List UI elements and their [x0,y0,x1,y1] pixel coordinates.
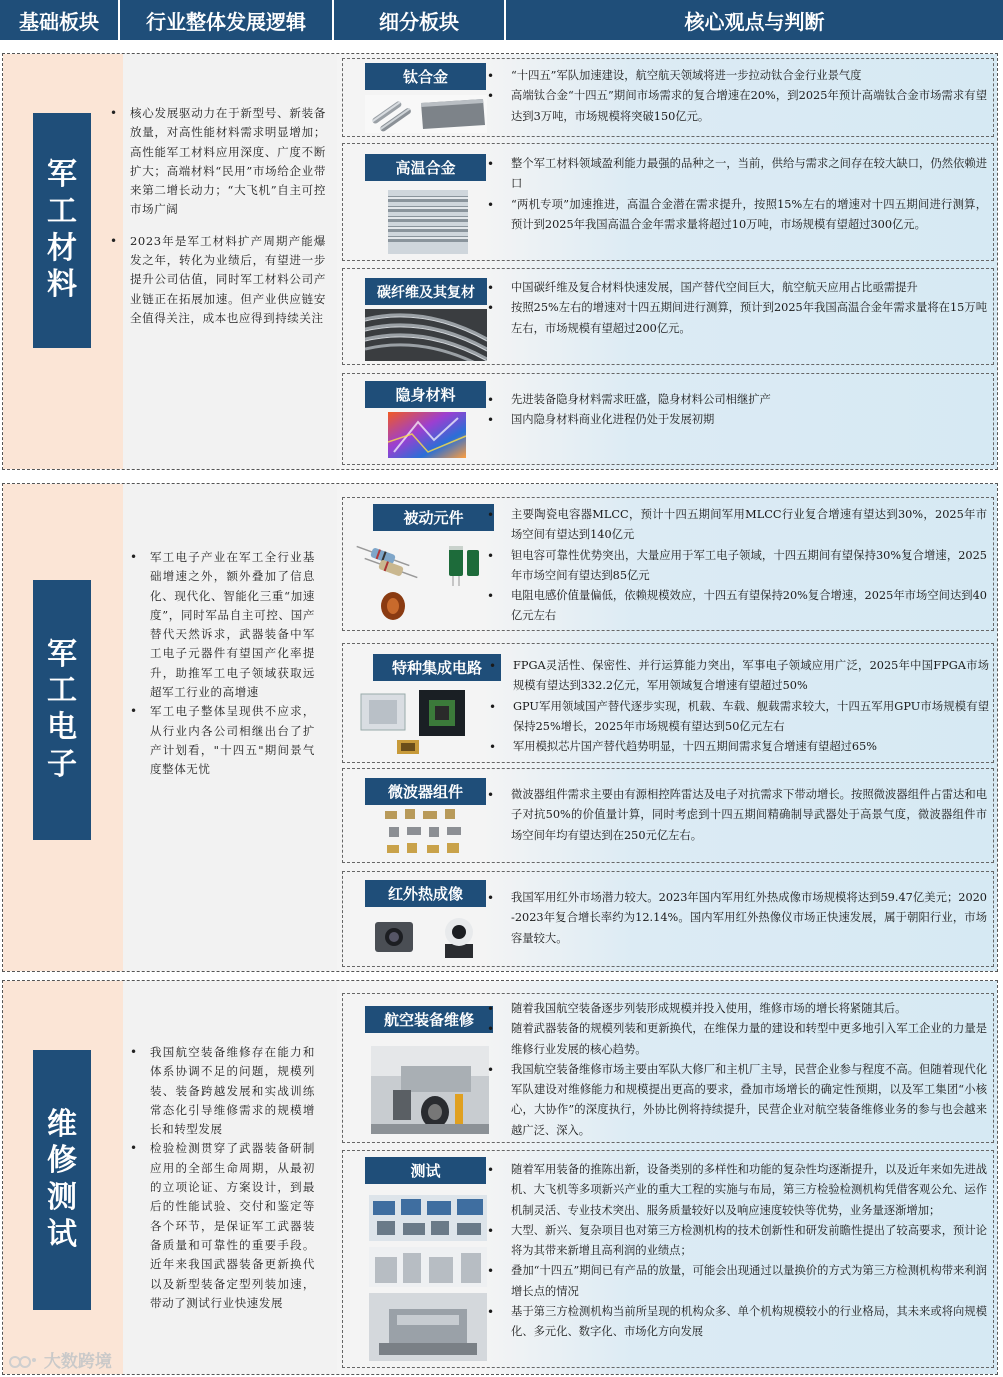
points-superalloy [511,154,987,235]
stealth-material-image [388,412,466,458]
logic-item: • 检验检测贯穿了武器装备研制应用的全部生命周期，从最初的立项论证、方案设计，到最后的性能试验、交付和鉴定等各个环节，是保证军工武器装备质量和可靠性的重要手段。近年来我国武器装备更新换代以及新型装备定型列装加速，带动了测试行业快速发展 [150,1139,315,1313]
header-industry-logic: 行业整体发展逻辑 [120,0,334,40]
points-titanium [511,66,987,127]
logic-list-maintenance [150,1043,315,1313]
logic-list-materials [130,104,326,340]
testing-lab-image [369,1195,487,1361]
subsector-tag: 红外热成像 [365,880,486,907]
point-item: • 微波器组件需求主要由有源相控阵雷达及电子对抗需求下带动增长。按照微波器组件占雷达和电子对抗50%的价值量计算，同时考虑到十四五期间精确制导武器处于高景气度，微波器组件市场空间年均有望达到在250元亿左右。 [511,785,987,846]
logic-item: • 2023年是军工材料扩产周期产能爆发之年，转化为业绩后，有望进一步提升公司估值，同时军工材料公司产业链正在拓展加速。但产业供应链安全值得关注，成本也应得到持续关注 [130,232,326,328]
microwave-components-image [383,807,467,859]
special-ic-image [357,688,497,758]
aviation-maintenance-image [371,1046,489,1134]
carbon-fiber-image [365,309,487,361]
subsector-tag: 钛合金 [365,63,486,90]
subsector-tag: 测试 [365,1157,486,1184]
logic-list-electronics [150,548,315,780]
point-item: • 随着军用装备的推陈出新，设备类别的多样性和功能的复杂性均逐渐提升，以及近年来如先进战机、大飞机等多项新兴产业的重大工程的实施与布局，第三方检验检测机构凭借客观公允、运作机制灵活、专业技术突出、服务质量较好以及响应速度较快等优势，业务量逐渐增加； [511,1160,987,1221]
watermark-logo: 大数跨境 [8,1347,112,1372]
header-subsector: 细分板块 [334,0,506,40]
point-item: • 我国航空装备维修市场主要由军队大修厂和主机厂主导，民营企业参与程度不高。但随着现代化军队建设对维修能力和规模提出更高的要求，叠加市场增长的确定性预期，以及军工集团“小核心，大协作”的深度执行，外协比例将持续提升，民营企业对航空装备维修业务的参与也会越来越广泛、深入。 [511,1060,987,1141]
table-header [0,0,1003,40]
titanium-image [365,95,487,133]
point-item: • 军用模拟芯片国产替代趋势明显，十四五期间需求复合增速有望超过65% [513,737,989,757]
points-carbon-fiber [511,278,987,339]
section-title-military-electronics: 军 工 电 子 [33,580,91,840]
section-title-military-materials: 军 工 材 料 [33,113,91,348]
subsector-tag: 隐身材料 [365,381,486,408]
infrared-camera-image [369,912,487,962]
point-item: • 先进装备隐身材料需求旺盛，隐身材料公司相继扩产 [511,390,987,410]
point-item: • 主要陶瓷电容器MLCC，预计十四五期间军用MLCC行业复合增速有望达到30%，2025年市场空间有望达到140亿元 [511,505,987,546]
point-item: • 国内隐身材料商业化进程仍处于发展初期 [511,410,987,430]
subsector-titanium [342,58,994,137]
point-item: • 我国军用红外市场潜力较大。2023年国内军用红外热成像市场规模将达到59.47亿美元；2020 -2023年复合增长率约为12.14%。国内军用红外热像仪市场正快速发展，属于朝阳行业，市场容量较大。 [511,888,987,949]
subsector-passive-components [342,497,994,631]
subsector-tag: 航空装备维修 [365,1006,493,1033]
subsector-carbon-fiber [342,268,994,365]
subsector-testing [342,1150,994,1368]
points-infrared [511,888,987,949]
subsector-tag: 高温合金 [365,154,486,181]
points-stealth [511,390,987,431]
points-microwave [511,785,987,846]
subsector-microwave [342,768,994,863]
point-item: • 叠加“十四五”期间已有产品的放量，可能会出现通过以量换价的方式为第三方检测机构带来利润增长点的情况 [511,1261,987,1302]
subsector-tag: 特种集成电路 [373,654,501,681]
point-item: • 大型、新兴、复杂项目也对第三方检测机构的技术创新性和研发前瞻性提出了较高要求，预计论将为其带来新增且高利润的业绩点； [511,1221,987,1262]
subsector-aviation-maintenance [342,993,994,1143]
point-item: • 按照25%左右的增速对十四五期间进行测算，预计到2025年我国高温合金年需求量将在15万吨左右，市场规模有望超过200亿元。 [511,298,987,339]
subsector-tag: 碳纤维及其复材 [365,278,487,305]
subsector-tag: 被动元件 [373,504,494,531]
point-item: • 中国碳纤维及复合材料快速发展，国产替代空间巨大，航空航天应用占比亟需提升 [511,278,987,298]
subsector-stealth [342,373,994,465]
point-item: • “两机专项”加速推进，高温合金潜在需求提升，按照15%左右的增速对十四五期间进行测算，预计到2025年我国高温合金年需求量将超过10万吨，市场规模有望超过300亿元。 [511,195,987,236]
subsector-superalloy [342,143,994,261]
subsector-tag: 微波器组件 [365,778,486,805]
header-basic-sector: 基础板块 [0,0,120,40]
logic-item: • 核心发展驱动力在于新型号、新装备放量，对高性能材料需求明显增加；高性能军工材料应用深度、广度不断扩大；高端材料“民用”市场给企业带来第二增长动力；“大飞机”自主可控市场广阔 [130,104,326,220]
point-item: • 电阻电感价值量偏低，依赖规模效应，十四五有望保持20%复合增速，2025年市场空间达到40亿元左右 [511,586,987,627]
logic-item: • 军工电子整体呈现供不应求，从行业内各公司相继出台了扩产计划看，"十四五"期间景气度整体无忧 [150,702,315,779]
point-item: • “十四五”军队加速建设，航空航天领域将进一步拉动钛合金行业景气度 [511,66,987,86]
logic-item: • 我国航空装备维修存在能力和体系协调不足的问题，规模列装、装备跨越发展和实战训练常态化引导维修需求的规模增长和转型发展 [150,1043,315,1139]
subsector-infrared [342,871,994,967]
section-title-maintenance-testing: 维 修 测 试 [33,1050,91,1310]
point-item: • 随着我国航空装备逐步列装形成规模并投入使用，维修市场的增长将紧随其后。 [511,999,987,1019]
point-item: • 钽电容可靠性优势突出，大量应用于军工电子领域，十四五期间有望保持30%复合增速，2025年市场空间有望达到85亿元 [511,546,987,587]
point-item: • 基于第三方检测机构当前所呈现的机构众多、单个机构规模较小的行业格局，其未来或将向规模化、多元化、数字化、市场化方向发展 [511,1302,987,1343]
point-item: • GPU军用领域国产替代逐步实现，机载、车载、舰载需求较大，十四五军用GPU市场规模有望保持25%增长，2025年市场规模有望达到50亿元左右 [513,697,989,738]
point-item: • FPGA灵活性、保密性、并行运算能力突出，军事电子领域应用广泛，2025年中国FPGA市场规模有望达到332.2亿元，军用领域复合增速有望超过50% [513,656,989,697]
superalloy-image [388,190,468,254]
point-item: • 高端钛合金“十四五”期间市场需求的复合增速在20%，到2025年预计高端钛合金市场需求有望达到3万吨，市场规模将突破150亿元。 [511,86,987,127]
point-item: • 整个军工材料领域盈利能力最强的品种之一，当前，供给与需求之间存在较大缺口，仍然依赖进口 [511,154,987,195]
header-core-views: 核心观点与判断 [506,0,1003,40]
passive-components-image [353,536,493,626]
points-aviation-maintenance [511,999,987,1141]
points-special-ic [513,656,989,757]
points-passive-components [511,505,987,627]
subsector-special-ic [342,643,994,763]
point-item: • 随着武器装备的规模列装和更新换代，在维保力量的建设和转型中更多地引入军工企业的力量是维修行业发展的核心趋势。 [511,1019,987,1060]
logic-item: • 军工电子产业在军工全行业基础增速之外，额外叠加了信息化、现代化、智能化三重“加速度”，同时军品自主可控、国产替代天然诉求，武器装备中军工电子元器件有望国产化率提升，助推军工电子领域获取远超军工行业的高增速 [150,548,315,702]
points-testing [511,1160,987,1343]
